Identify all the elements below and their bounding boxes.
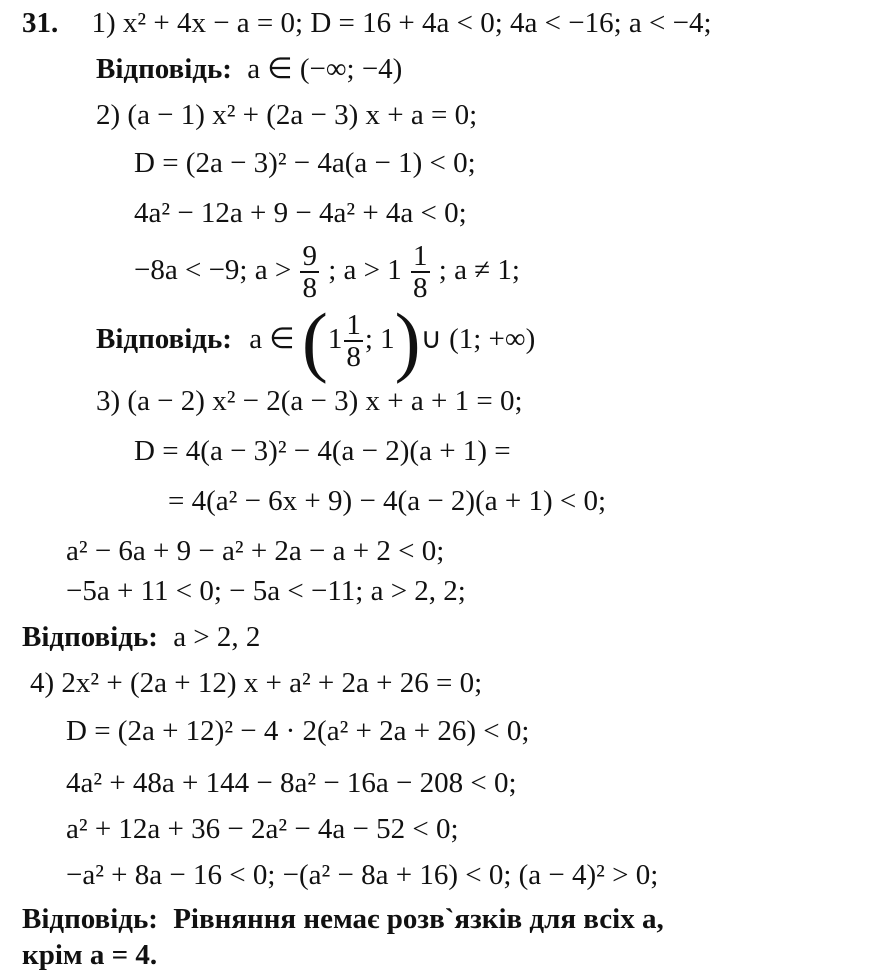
p1-answer-line [96, 52, 402, 86]
p2-solution-a: −8a < −9; a > [134, 254, 292, 286]
p3-answer: a > 2, 2 [173, 621, 261, 653]
p2-fraction-9-8 [300, 241, 319, 303]
p3-equation: 3) (a − 2) x² − 2(a − 3) x + a + 1 = 0; [96, 385, 523, 417]
p2-fraction-1-8 [411, 241, 430, 303]
p3-solution: −5a + 11 < 0; − 5a < −11; a > 2, 2; [66, 575, 466, 607]
p4-answer-line [22, 902, 664, 936]
p2-solution-line [134, 238, 520, 303]
p3-discriminant-cont: = 4(a² − 6x + 9) − 4(a − 2)(a + 1) < 0; [168, 485, 607, 517]
p2-discriminant: D = (2a − 3)² − 4a(a − 1) < 0; [134, 147, 476, 179]
p2-expansion: 4a² − 12a + 9 − 4a² + 4a < 0; [134, 197, 467, 229]
p3-answer-line [22, 620, 260, 654]
fraction-denominator: 8 [302, 272, 317, 305]
p2-answer-b: 1 [327, 323, 343, 355]
p4-answer-label: Відповідь: [22, 903, 158, 935]
p2-answer-fraction [344, 310, 363, 372]
p2-answer-line [96, 297, 536, 385]
p1-equation: 1) x² + 4x − a = 0; D = 16 + 4a < 0; 4a < −16; a < −4; [91, 7, 712, 39]
p4-answer: Рівняння немає розв`язків для всіх a, [173, 903, 664, 935]
problem-1-line [22, 6, 712, 40]
fraction-numerator: 1 [413, 240, 428, 273]
p3-discriminant: D = 4(a − 3)² − 4(a − 2)(a + 1) = [134, 435, 511, 467]
p4-expansion: 4a² + 48a + 144 − 8a² − 16a − 208 < 0; [66, 767, 517, 799]
p2-answer-c: ; 1 [364, 323, 395, 355]
p2-solution-b: ; a > 1 [328, 254, 402, 286]
p4-answer-cont: крім a = 4. [22, 939, 158, 971]
p2-answer-close-paren: ) [394, 297, 421, 385]
p2-answer-label: Відповідь: [96, 323, 232, 355]
p2-answer-d: ∪ (1; +∞) [420, 323, 536, 355]
fraction-numerator: 9 [302, 240, 317, 273]
p2-answer-open-paren: ( [301, 297, 328, 385]
fraction-denominator: 8 [346, 341, 361, 374]
fraction-numerator: 1 [346, 309, 361, 342]
p1-answer: a ∈ (−∞; −4) [247, 53, 403, 85]
p4-discriminant: D = (2a + 12)² − 4 · 2(a² + 2a + 26) < 0; [66, 715, 530, 747]
p2-answer-a: a ∈ [249, 323, 295, 355]
problem-number: 31. [22, 7, 59, 39]
p2-solution-c: ; a ≠ 1; [438, 254, 520, 286]
p4-simplified: a² + 12a + 36 − 2a² − 4a − 52 < 0; [66, 813, 459, 845]
p3-answer-label: Відповідь: [22, 621, 158, 653]
p1-answer-label: Відповідь: [96, 53, 232, 85]
p4-equation: 4) 2x² + (2a + 12) x + a² + 2a + 26 = 0; [30, 667, 483, 699]
p4-solution: −a² + 8a − 16 < 0; −(a² − 8a + 16) < 0; (a − 4)² > 0; [66, 859, 659, 891]
p3-simplified: a² − 6a + 9 − a² + 2a − a + 2 < 0; [66, 535, 445, 567]
fraction-denominator: 8 [413, 272, 428, 305]
p2-equation: 2) (a − 1) x² + (2a − 3) x + a = 0; [96, 99, 478, 131]
